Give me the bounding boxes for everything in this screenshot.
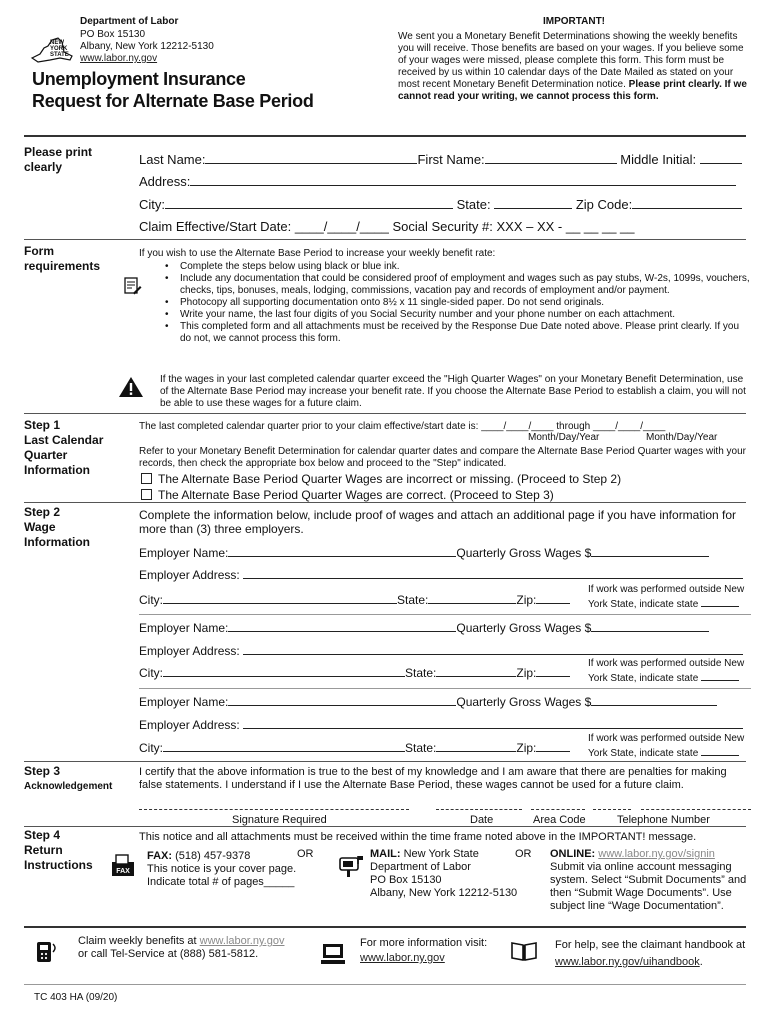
warning-icon	[118, 376, 144, 403]
city-row: City: State: Zip Code:	[139, 197, 742, 212]
fax-number: (518) 457-9378	[175, 850, 251, 862]
address-field[interactable]	[190, 175, 736, 186]
employer-name-row: Employer Name: Quarterly Gross Wages $	[139, 695, 717, 709]
phone-icon	[34, 938, 60, 971]
handbook-block: For help, see the claimant handbook at www.labor.ny.gov/uihandbook.	[555, 939, 746, 968]
city-field[interactable]	[165, 198, 453, 209]
step2-intro: Complete the information below, include proof of wages and attach an additional page if you have information for more than (3) three employers.	[139, 508, 737, 536]
certify-text: I certify that the above information is true to the best of my knowledge and I am aware that there are penalties for making false statements. I understand if I use the Alternate Base Period, these wages cannot be used for a future claim.	[139, 766, 727, 791]
date-format-label: Month/Day/Year	[528, 432, 600, 443]
important-heading: IMPORTANT!	[542, 16, 606, 27]
first-name-field[interactable]	[485, 153, 617, 164]
list-item: • Complete the steps below using black or blue ink.	[160, 261, 752, 273]
employer-address-field[interactable]	[243, 568, 743, 579]
quarterly-wages-field[interactable]	[591, 695, 717, 706]
employer-state-field[interactable]	[436, 666, 516, 677]
form-title-line1: Unemployment Insurance	[32, 69, 246, 89]
calendar-quarter-line[interactable]: The last completed calendar quarter prior to your claim effective/start date is: ____/____/____ through ____/____/____	[139, 421, 666, 432]
handbook-link[interactable]: www.labor.ny.gov/uihandbook	[555, 956, 700, 968]
employer-name-field[interactable]	[228, 695, 456, 706]
employer-city-field[interactable]	[163, 741, 405, 752]
outside-ny-note: If work was performed outside New York State, indicate state	[588, 584, 745, 610]
address-row: Address:	[139, 174, 736, 189]
signature-caption: Signature Required	[232, 814, 327, 826]
website-link[interactable]: www.labor.ny.gov	[80, 53, 158, 64]
employer-zip-field[interactable]	[536, 593, 570, 604]
book-icon	[510, 940, 538, 967]
claim-row	[139, 219, 635, 234]
fax-machine-icon	[110, 852, 136, 883]
claim-date-field[interactable]: Claim Effective/Start Date: ____/____/____	[139, 219, 389, 234]
option-correct[interactable]: The Alternate Base Period Quarter Wages are correct. (Proceed to Step 3)	[141, 488, 554, 502]
dept-name: Department of Labor	[80, 16, 179, 27]
phone-prefix-field[interactable]	[593, 809, 631, 810]
employer-name-row: Employer Name: Quarterly Gross Wages $	[139, 546, 709, 560]
employer-zip-field[interactable]	[536, 741, 570, 752]
info-block: For more information visit: www.labor.ny.gov	[360, 937, 488, 964]
city-line: Albany, New York 12212-5130	[80, 41, 214, 52]
zip-field[interactable]	[632, 198, 742, 209]
step2-label: Step 2 Wage Information	[24, 505, 90, 549]
employer-city-field[interactable]	[163, 593, 397, 604]
incorrect-checkbox[interactable]	[141, 473, 152, 484]
or-label: OR	[297, 848, 314, 860]
or-label: OR	[515, 848, 532, 860]
employer-name-field[interactable]	[228, 621, 456, 632]
phone-line-field[interactable]	[641, 809, 751, 810]
step1-label: Step 1 Last Calendar Quarter Information	[24, 418, 104, 477]
date-format-label: Month/Day/Year	[646, 432, 718, 443]
outside-state-field[interactable]	[701, 596, 739, 607]
middle-initial-field[interactable]	[700, 153, 742, 164]
pages-count[interactable]: Indicate total # of pages_____	[147, 876, 295, 888]
form-requirements-label: Form requirements	[24, 244, 101, 273]
please-print-label: Please print clearly	[24, 145, 93, 174]
requirements-list	[160, 261, 752, 345]
step3-label: Step 3 Acknowledgement	[24, 764, 113, 792]
important-body: We sent you a Monetary Benefit Determinations showing the weekly benefits you will receive. Those benefits are based on your wages. If you believe some of your wages were missed, please complete this form. This form must be received by us within 10 calendar days of the Date Mailed as stated on your most recent Monetary Benefit Determination notice. Please print clearly. If we cannot read your writing, we cannot process this form.	[398, 31, 747, 102]
employer-name-field[interactable]	[228, 546, 456, 557]
employer-address-row: Employer Address:	[139, 718, 743, 732]
quarterly-wages-field[interactable]	[591, 621, 709, 632]
outside-state-field[interactable]	[701, 745, 739, 756]
employer-name-row: Employer Name: Quarterly Gross Wages $	[139, 621, 709, 635]
employer-address-row: Employer Address:	[139, 644, 743, 658]
quarterly-wages-field[interactable]	[591, 546, 709, 557]
date-field[interactable]	[436, 809, 522, 810]
state-field[interactable]	[494, 198, 572, 209]
info-link[interactable]: www.labor.ny.gov	[360, 952, 445, 964]
fax-block: FAX: (518) 457-9378 This notice is your cover page. Indicate total # of pages_____	[147, 850, 297, 888]
option-incorrect[interactable]: The Alternate Base Period Quarter Wages are incorrect or missing. (Proceed to Step 2)	[141, 472, 621, 486]
employer-zip-field[interactable]	[536, 666, 570, 677]
outside-ny-note: If work was performed outside New York State, indicate state	[588, 733, 745, 759]
employer-city-row: City: State: Zip:	[139, 593, 570, 607]
list-item: • Photocopy all supporting documentation onto 8½ x 11 single-sided paper. Do not send originals.	[160, 297, 752, 309]
mailbox-icon	[338, 852, 364, 883]
online-block: ONLINE: www.labor.ny.gov/signin Submit via online account messaging system. Select “Submit Documents” and then “Submit Wage Documents”. Use subject line “Wage Documentation”.	[550, 848, 747, 912]
employer-city-field[interactable]	[163, 666, 405, 677]
form-code: TC 403 HA (09/20)	[34, 992, 118, 1003]
employer-address-row: Employer Address:	[139, 568, 743, 582]
list-item: • Write your name, the last four digits of you Social Security number and your phone number on each attachment.	[160, 309, 752, 321]
employer-state-field[interactable]	[428, 593, 516, 604]
logo-text: NEW YORK STATE	[50, 40, 69, 58]
tel-service-block: Claim weekly benefits at www.labor.ny.gov or call Tel-Service at (888) 581-5812.	[78, 935, 285, 960]
ssn-field[interactable]: Social Security #: XXX – XX - __ __ __ __	[392, 219, 635, 234]
claim-link[interactable]: www.labor.ny.gov	[199, 935, 285, 947]
return-notice: This notice and all attachments must be received within the time frame noted above in the IMPORTANT! message.	[139, 831, 697, 843]
form-title-line2: Request for Alternate Base Period	[32, 91, 314, 111]
outside-state-field[interactable]	[701, 670, 739, 681]
last-name-field[interactable]	[205, 153, 417, 164]
list-item: • This completed form and all attachments must be received by the Response Due Date noted above. Please print clearly. If you do not, we cannot process this form.	[160, 321, 752, 345]
employer-city-row: City: State: Zip:	[139, 741, 570, 755]
computer-icon	[320, 942, 348, 971]
list-item: • Include any documentation that could be considered proof of employment and wages such as pay stubs, W-2s, 1099s, vouchers, checks, tips, bonuses, meals, lodging, commissions, vacation pay and records of employment and/or payment.	[160, 273, 752, 297]
date-caption: Date	[470, 814, 494, 826]
important-box	[398, 16, 750, 103]
outside-ny-note: If work was performed outside New York State, indicate state	[588, 658, 745, 684]
po-box: PO Box 15130	[80, 29, 146, 40]
fax-icon-label: FAX	[116, 868, 130, 875]
document-pen-icon	[122, 276, 142, 301]
mail-block: MAIL: New York State Department of Labor PO Box 15130 Albany, New York 12212-5130	[370, 848, 518, 899]
step4-label: Step 4 Return Instructions	[24, 828, 93, 872]
signin-link[interactable]: www.labor.ny.gov/signin	[598, 848, 715, 860]
name-row: Last Name: First Name: Middle Initial:	[139, 152, 742, 167]
employer-state-field[interactable]	[436, 741, 516, 752]
correct-checkbox[interactable]	[141, 489, 152, 500]
step1-instructions: Refer to your Monetary Benefit Determination for calendar quarter dates and compare the Alternate Base Period Quarter wages with your records, then check the appropriate box below and proceed to the "Step" indicated.	[139, 446, 746, 469]
requirements-intro: If you wish to use the Alternate Base Period to increase your weekly benefit rate:	[139, 248, 496, 259]
area-code-caption: Area Code	[533, 814, 586, 826]
employer-address-field[interactable]	[243, 718, 743, 729]
warning-text: If the wages in your last completed calendar quarter exceed the "High Quarter Wages" on your Monetary Benefit Determination, use of the Alternate Base Period may increase your benefit rate. If you choose the Alternate Base Period to establish a claim, you will not be able to use these wages for a future claim.	[160, 374, 746, 409]
phone-caption: Telephone Number	[617, 814, 710, 826]
signature-field[interactable]	[139, 809, 409, 810]
employer-address-field[interactable]	[243, 644, 743, 655]
area-code-field[interactable]	[531, 809, 585, 810]
employer-city-row: City: State: Zip:	[139, 666, 570, 680]
